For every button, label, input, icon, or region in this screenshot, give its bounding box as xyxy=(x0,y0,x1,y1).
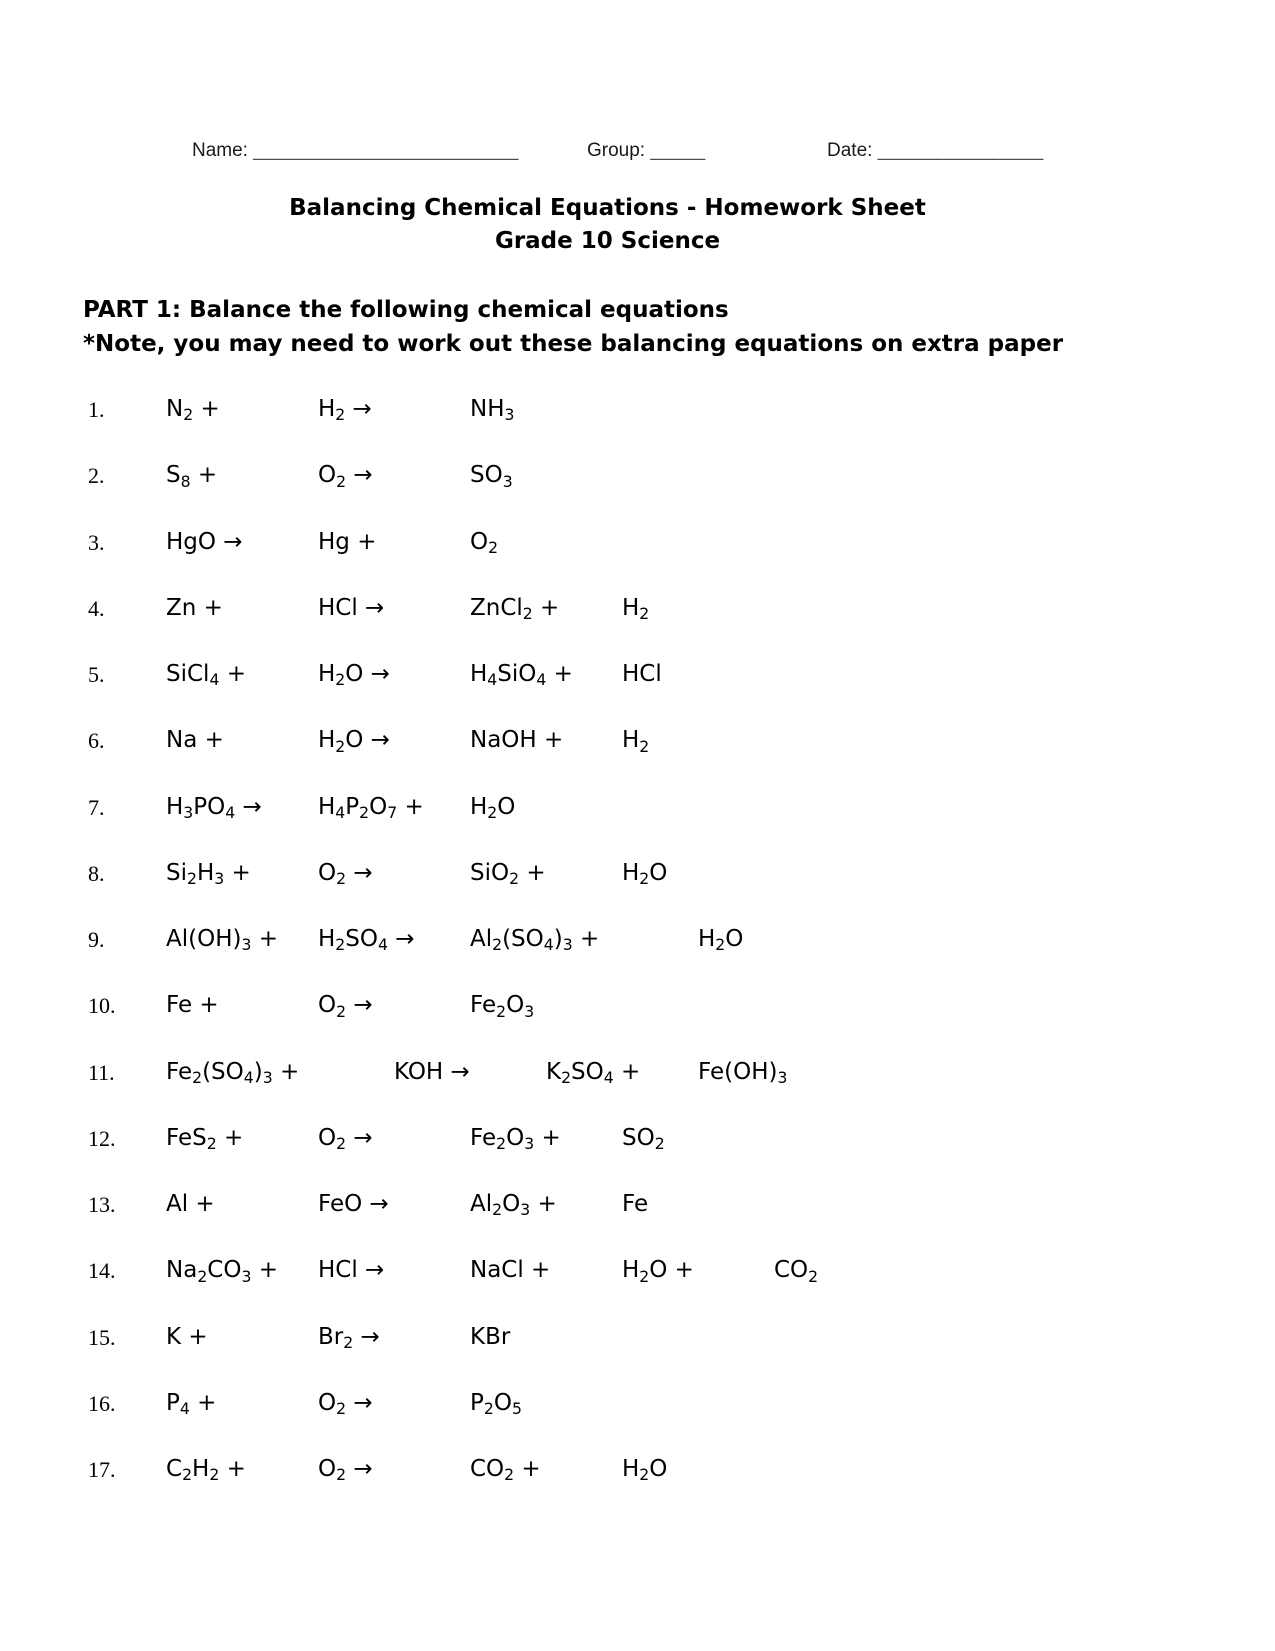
equation-term: $Al_2(SO_4)_3$ + xyxy=(470,926,600,955)
equation-term: $Na_2CO_3$ + xyxy=(166,1257,278,1286)
equation-term: $C_2H_2$ + xyxy=(166,1456,246,1485)
equation-number: 16. xyxy=(88,1390,116,1416)
equation-term: $Si_2H_3$ + xyxy=(166,859,251,889)
equation-term: $Br_2$ → xyxy=(318,1323,380,1352)
equation-term: Na + xyxy=(166,727,224,754)
equation-term: $CO_2$ + xyxy=(470,1456,541,1485)
equation-term: Fe xyxy=(622,1191,649,1217)
equation-row xyxy=(0,727,1275,761)
equation-term: $N_2$ + xyxy=(166,396,220,425)
equation-term: $O_2$ → xyxy=(318,859,373,889)
equation-term: $H_4P_2O_7$ + xyxy=(318,793,424,822)
equation-row xyxy=(0,1191,1275,1225)
equation-term: SiCl$_4$ + xyxy=(166,661,246,690)
equation-term: $O_2$ → xyxy=(318,992,373,1021)
equation-term: HCl → xyxy=(318,594,385,621)
page-subtitle: Grade 10 Science xyxy=(494,228,721,254)
equation-term: $H_4SiO_4$ + xyxy=(470,661,573,690)
equation-term: $H_2O$ xyxy=(622,859,668,889)
equation-number: 10. xyxy=(88,993,116,1019)
equation-term: $P_4$ + xyxy=(166,1389,217,1419)
equation-term: HCl → xyxy=(318,1257,385,1284)
equation-term: $Al_2O_3$ + xyxy=(470,1191,557,1220)
equation-number: 8. xyxy=(88,860,105,886)
equation-term: $H_2O$ → xyxy=(318,661,390,690)
equation-number: 1. xyxy=(88,397,105,422)
date-label: Date: xyxy=(827,140,873,161)
equation-term: Fe + xyxy=(166,992,219,1019)
equation-number: 11. xyxy=(88,1059,115,1085)
equation-term: $H_2O$ → xyxy=(318,727,390,756)
group-blank-line: _____ xyxy=(650,140,706,161)
equation-term: KBr xyxy=(470,1323,511,1350)
note-line: *Note, you may need to work out these balancing equations on extra paper xyxy=(83,330,1064,357)
equation-term: $SO_3$ xyxy=(470,462,513,491)
equation-number: 12. xyxy=(88,1125,116,1151)
date-blank-line: _______________ xyxy=(877,140,1044,161)
equation-number: 2. xyxy=(88,463,105,489)
equation-number: 7. xyxy=(88,794,105,820)
equation-term: NaOH + xyxy=(470,727,564,754)
equation-term: $H_2SO_4$ → xyxy=(318,926,415,955)
group-label: Group: xyxy=(587,140,646,161)
equation-term: $K_2SO_4$ + xyxy=(546,1058,641,1087)
equation-row xyxy=(0,1390,1275,1424)
equation-term: HgO → xyxy=(166,528,243,555)
equation-row xyxy=(0,529,1275,563)
equation-row xyxy=(0,595,1275,629)
name-blank-line: ________________________ xyxy=(253,140,519,161)
equation-term: Al + xyxy=(166,1191,215,1217)
equation-term: $O_2$ → xyxy=(318,1456,373,1485)
part-heading: PART 1: Balance the following chemical equations xyxy=(83,297,729,323)
equation-term: FeO → xyxy=(318,1191,389,1217)
equation-term: Hg + xyxy=(318,528,377,555)
equation-term: $O_2$ → xyxy=(318,1124,373,1154)
equation-term: $H_2O$ + xyxy=(622,1257,694,1286)
equation-term: $Fe(OH)_3$ xyxy=(698,1058,788,1087)
equation-row xyxy=(0,1324,1275,1358)
equation-term: $CO_2$ xyxy=(774,1257,819,1286)
equation-term: HCl xyxy=(622,661,662,687)
equation-term: Zn + xyxy=(166,594,223,621)
equation-row xyxy=(0,661,1275,695)
equation-row xyxy=(0,926,1275,960)
equation-term: $H_3PO_4$ → xyxy=(166,793,262,822)
equation-term: $Fe_2(SO_4)_3$ + xyxy=(166,1058,300,1087)
equation-term: $SO_2$ xyxy=(622,1124,665,1154)
name-label: Name: xyxy=(192,140,248,161)
equation-term: $H_2$ → xyxy=(318,396,372,425)
equation-row xyxy=(0,396,1275,430)
equation-number: 4. xyxy=(88,595,105,621)
equation-term: FeS$_2$ + xyxy=(166,1124,244,1154)
equation-term: $S_8$ + xyxy=(166,462,218,491)
equation-row xyxy=(0,1456,1275,1490)
equation-row xyxy=(0,462,1275,496)
equation-term: $H_2$ xyxy=(622,727,650,756)
equation-term: ZnCl$_2$ + xyxy=(470,594,560,624)
equation-number: 5. xyxy=(88,662,105,687)
equation-row xyxy=(0,992,1275,1026)
equation-number: 6. xyxy=(88,728,105,754)
equation-term: $Fe_2O_3$ + xyxy=(470,1124,561,1154)
equation-term: $P_2O_5$ xyxy=(470,1389,522,1419)
equation-term: $H_2O$ xyxy=(470,793,516,822)
equation-term: NaCl + xyxy=(470,1257,551,1284)
page-title: Balancing Chemical Equations - Homework Sheet xyxy=(289,195,926,221)
equation-term: $O_2$ xyxy=(470,528,499,557)
equation-term: $NH_3$ xyxy=(470,396,515,425)
equation-term: $H_2O$ xyxy=(622,1456,668,1485)
equation-number: 15. xyxy=(88,1324,116,1350)
equation-number: 3. xyxy=(88,529,105,555)
equation-row xyxy=(0,860,1275,894)
equation-term: $Al(OH)_3$ + xyxy=(166,926,279,955)
equation-number: 13. xyxy=(88,1192,116,1217)
equation-term: $H_2O$ xyxy=(698,926,744,955)
equation-number: 14. xyxy=(88,1258,116,1284)
equation-term: SiO$_2$ + xyxy=(470,859,546,889)
equation-row xyxy=(0,1059,1275,1093)
equation-term: K + xyxy=(166,1323,208,1350)
equation-row xyxy=(0,1125,1275,1159)
equation-number: 17. xyxy=(88,1457,116,1482)
equation-term: $Fe_2O_3$ xyxy=(470,992,535,1021)
equation-term: $H_2$ xyxy=(622,594,650,624)
equation-row xyxy=(0,794,1275,828)
equation-term: $O_2$ → xyxy=(318,1389,373,1419)
equation-term: $O_2$ → xyxy=(318,462,373,491)
equation-row xyxy=(0,1257,1275,1291)
equation-number: 9. xyxy=(88,927,105,952)
equation-term: KOH → xyxy=(394,1058,470,1085)
